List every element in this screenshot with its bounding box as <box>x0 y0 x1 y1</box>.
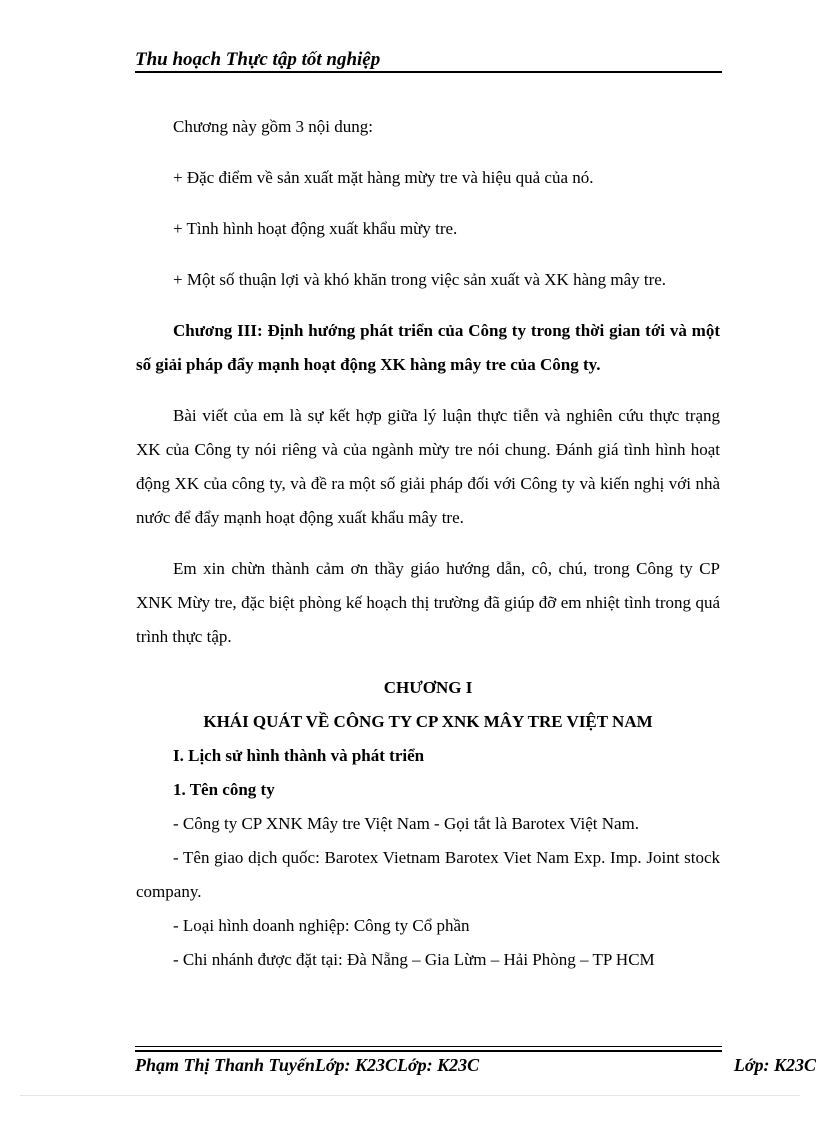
chapter-title: KHÁI QUÁT VỀ CÔNG TY CP XNK MÂY TRE VIỆT NAM <box>203 712 653 731</box>
list-item-content-1: + Đặc điểm về sản xuất mặt hàng mừy tre và hiệu quả của nó. <box>173 168 594 187</box>
header-divider <box>135 71 722 73</box>
page-content <box>136 110 720 977</box>
footer-divider-thin <box>135 1046 722 1047</box>
page-bottom-edge <box>20 1095 800 1096</box>
company-info-line: - Chi nhánh được đặt tại: Đà Nẵng – Gia Lừm – Hải Phòng – TP HCM <box>173 950 655 969</box>
company-info-line: - Tên giao dịch quốc: Barotex Vietnam Barotex Viet Nam Exp. Imp. Joint stock company. <box>136 848 720 901</box>
list-item-content-2: + Tình hình hoạt động xuất khẩu mừy tre. <box>173 219 458 238</box>
list-item-content-3: + Một số thuận lợi và khó khăn trong việc sản xuất và XK hàng mây tre. <box>173 270 667 289</box>
paragraph-summary: Bài viết của em là sự kết hợp giữa lý luận thực tiễn và nghiên cứu thực trạng XK của Công ty nói riêng và của ngành mừy tre nói chung. Đánh giá tình hình hoạt động XK của công ty, và đề ra một số giải pháp đối với Công ty và kiến nghị với nhà nước để đẩy mạnh hoạt động xuất khẩu mây tre. <box>136 406 720 527</box>
footer-class: Lớp: K23C <box>733 1055 816 1075</box>
paragraph-intro: Chương này gồm 3 nội dung: <box>173 117 374 136</box>
chapter-label: CHƯƠNG I <box>383 678 473 697</box>
section-heading: I. Lịch sử hình thành và phát triển <box>173 746 425 765</box>
chapter-three-heading: Chương III: Định hướng phát triển của Công ty trong thời gian tới và một số giải pháp đẩy mạnh hoạt động XK hàng mây tre của Công ty. <box>136 321 720 374</box>
footer-author: Phạm Thị Thanh TuyếnLớp: K23CLớp: K23C <box>135 1055 480 1075</box>
page-header-title: Thu hoạch Thực tập tốt nghiệp <box>135 49 381 70</box>
subsection-heading: 1. Tên công ty <box>173 780 275 799</box>
company-info-line: - Công ty CP XNK Mây tre Việt Nam - Gọi tắt là Barotex Việt Nam. <box>173 814 640 833</box>
company-info-line: - Loại hình doanh nghiệp: Công ty Cổ phần <box>173 916 470 935</box>
paragraph-thanks: Em xin chừn thành cảm ơn thầy giáo hướng dẫn, cô, chú, trong Công ty CP XNK Mừy tre, đặc biệt phòng kế hoạch thị trường đã giúp đỡ em nhiệt tình trong quá trình thực tập. <box>136 559 720 646</box>
footer-divider-thick <box>135 1050 722 1052</box>
